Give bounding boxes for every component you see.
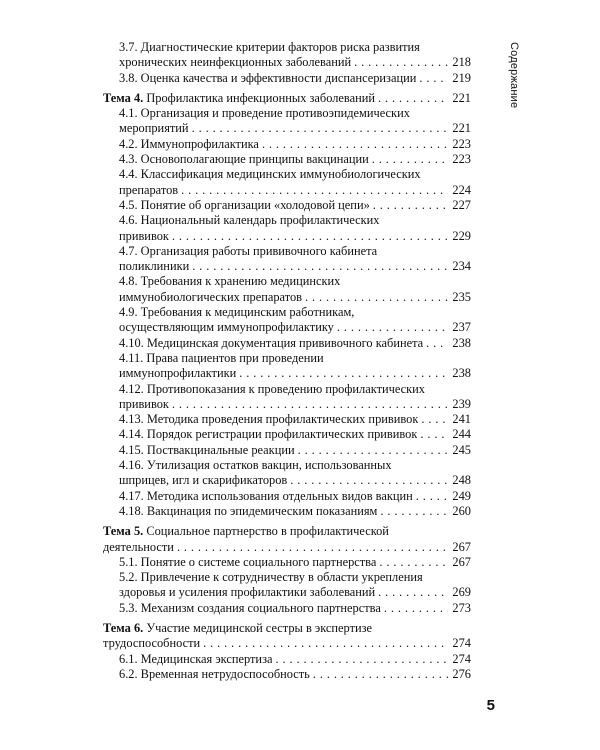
dot-leader: [313, 667, 448, 682]
toc-section-entry: [103, 489, 471, 504]
toc-entry-line: [119, 382, 471, 397]
toc-entry-text: 4.6. Национальный календарь профилактических: [119, 213, 380, 228]
toc-section-entry: [103, 167, 471, 198]
toc-page-number: 267: [452, 554, 471, 569]
toc-entry-title: прививок: [119, 396, 169, 411]
toc-entry-line: [119, 443, 471, 458]
toc-entry-text: 4.4. Классификация медицинских иммунобиологических: [119, 167, 421, 182]
toc-entry-line: [119, 489, 471, 504]
dot-leader: [262, 137, 448, 152]
dot-leader: [298, 443, 448, 458]
toc-entry-title: осуществляющим иммунопрофилактику: [119, 320, 334, 335]
toc-entry-line: [103, 91, 471, 106]
toc-section-entry: [103, 412, 471, 427]
toc-page-number: 219: [452, 70, 471, 85]
toc-entry-title: деятельности: [103, 539, 174, 554]
toc-page-number: 238: [452, 335, 471, 350]
toc-entry-title: иммунопрофилактики: [119, 366, 237, 381]
toc-entry-line: [119, 290, 471, 305]
toc-entry-title: 4.18. Вакцинация по эпидемическим показаниям: [119, 503, 378, 518]
dot-leader: [203, 636, 448, 651]
toc-entry-line: [119, 667, 471, 682]
toc-entry-line: [103, 540, 471, 555]
dot-leader: [172, 397, 448, 412]
toc-entry-title: 6.1. Медицинская экспертиза: [119, 651, 273, 666]
toc-entry-line: [119, 351, 471, 366]
toc-page-number: 245: [452, 442, 471, 457]
toc-entry-line: [119, 137, 471, 152]
toc-entry-title: 6.2. Временная нетрудоспособность: [119, 666, 310, 681]
toc-entry-text: [119, 336, 423, 351]
toc-entry-text: [119, 667, 310, 682]
toc-section-entry: [103, 427, 471, 442]
toc-entry-title: 4.17. Методика использования отдельных видов вакцин: [119, 488, 413, 503]
toc-entry-text: [119, 366, 236, 381]
toc-entry-title: мероприятий: [119, 121, 189, 136]
toc-section-entry: [103, 555, 471, 570]
toc-section-entry: [103, 198, 471, 213]
dot-leader: [290, 473, 448, 488]
toc-entry-line: [103, 524, 471, 539]
toc-section-entry: [103, 274, 471, 305]
topic-number: Тема 6.: [103, 620, 144, 635]
dot-leader: [172, 229, 448, 244]
toc-entry-title: 4.14. Порядок регистрации профилактических прививок: [119, 427, 418, 442]
dot-leader: [337, 320, 448, 335]
toc-entry-line: [103, 636, 471, 651]
toc-page-number: 269: [452, 585, 471, 600]
toc-entry-title: 4.2. Иммунопрофилактика: [119, 136, 259, 151]
toc-topic-entry: [103, 91, 471, 106]
toc-entry-text: [119, 290, 302, 305]
toc-entry-text: [119, 504, 377, 519]
toc-entry-text: [119, 585, 375, 600]
toc-entry-text: [119, 229, 169, 244]
toc-page-number: 221: [452, 121, 471, 136]
dot-leader: [378, 91, 448, 106]
topic-number: Тема 5.: [103, 524, 144, 539]
toc-page-number: 260: [452, 503, 471, 518]
toc-entry-title: 4.3. Основополагающие принципы вакцинации: [119, 152, 369, 167]
toc-entry-line: [119, 274, 471, 289]
toc-section-entry: [103, 443, 471, 458]
toc-entry-title: 4.10. Медицинская документация прививочного кабинета: [119, 335, 424, 350]
toc-entry-text: [119, 489, 413, 504]
toc-entry-line: [119, 121, 471, 136]
toc-page-number: 223: [452, 136, 471, 151]
dot-leader: [354, 55, 448, 70]
dot-leader: [239, 366, 448, 381]
toc-page-number: 274: [452, 636, 471, 651]
toc-entry-text: 3.7. Диагностические критерии факторов риска развития: [119, 40, 420, 54]
toc-entry-title: 4.5. Понятие об организации «холодовой цепи»: [119, 197, 370, 212]
toc-entry-text: 4.12. Противопоказания к проведению профилактических: [119, 381, 425, 396]
toc-entry-text: [103, 91, 375, 106]
toc-entry-text: 4.1. Организация и проведение противоэпидемических: [119, 106, 410, 121]
toc-section-entry: [103, 106, 471, 137]
toc-entry-text: [119, 183, 178, 198]
toc-entry-title: 5.1. Понятие о системе социального партнерства: [119, 554, 377, 569]
toc-entry-text: Участие медицинской сестры в экспертизе: [143, 620, 373, 635]
toc-entry-text: [119, 137, 259, 152]
dot-leader: [379, 555, 448, 570]
toc-entry-line: [119, 601, 471, 616]
toc-entry-line: [119, 229, 471, 244]
toc-entry-line: [119, 167, 471, 182]
toc-section-entry: [103, 382, 471, 413]
toc-entry-line: [119, 397, 471, 412]
toc-entry-line: [119, 305, 471, 320]
toc-section-entry: [103, 351, 471, 382]
toc-entry-text: 4.8. Требования к хранению медицинских: [119, 274, 341, 289]
dot-leader: [420, 427, 448, 442]
dot-leader: [421, 412, 448, 427]
toc-entry-title: 3.8. Оценка качества и эффективности диспансеризации: [119, 70, 417, 85]
running-header: [506, 42, 520, 142]
dot-leader: [380, 504, 448, 519]
toc-entry-text: [119, 397, 169, 412]
toc-entry-line: [119, 71, 471, 86]
toc-section-entry: [103, 667, 471, 682]
toc-entry-text: [119, 473, 287, 488]
toc-entry-line: [119, 412, 471, 427]
toc-section-entry: [103, 213, 471, 244]
toc-section-entry: [103, 152, 471, 167]
toc-entry-title: 4.13. Методика проведения профилактических прививок: [119, 412, 419, 427]
dot-leader: [181, 183, 448, 198]
toc-section-entry: [103, 305, 471, 336]
dot-leader: [378, 585, 448, 600]
toc-page-number: 244: [452, 427, 471, 442]
toc-page-number: 237: [452, 320, 471, 335]
toc-page-number: 229: [452, 228, 471, 243]
toc-section-entry: [103, 137, 471, 152]
toc-entry-line: [119, 244, 471, 259]
toc-entry-text: [119, 443, 295, 458]
toc-entry-text: [119, 320, 334, 335]
toc-entry-text: [119, 427, 417, 442]
toc-entry-text: 4.11. Права пациентов при проведении: [119, 350, 324, 365]
topic-number: Тема 4.: [103, 90, 144, 105]
toc-entry-text: [119, 412, 418, 427]
toc-entry-text: [119, 259, 189, 274]
toc-entry-line: [119, 504, 471, 519]
toc-entry-line: [103, 621, 471, 636]
dot-leader: [192, 121, 448, 136]
page-number: 5: [486, 697, 495, 714]
toc-page-number: 238: [452, 366, 471, 381]
toc-page-number: 218: [452, 55, 471, 70]
dot-leader: [373, 198, 448, 213]
toc-entry-title: трудоспособности: [103, 636, 201, 651]
toc-entry-text: 4.16. Утилизация остатков вакцин, использованных: [119, 458, 392, 473]
dot-leader: [419, 71, 448, 86]
toc-page-number: 273: [452, 600, 471, 615]
toc-entry-title: Профилактика инфекционных заболеваний: [143, 90, 375, 105]
toc-entry-title: здоровья и усиления профилактики заболеваний: [119, 585, 376, 600]
toc-entry-title: иммунобиологических препаратов: [119, 289, 303, 304]
toc-entry-line: [119, 198, 471, 213]
toc-entry-title: прививок: [119, 228, 169, 243]
dot-leader: [384, 601, 448, 616]
toc-entry-text: 4.9. Требования к медицинским работникам,: [119, 305, 355, 320]
toc-entry-text: [119, 601, 381, 616]
toc-entry-line: [119, 652, 471, 667]
toc-entry-title: препаратов: [119, 182, 179, 197]
toc-page-number: 274: [452, 651, 471, 666]
toc-page-number: 221: [452, 90, 471, 105]
toc-section-entry: [103, 458, 471, 489]
toc-page-number: 235: [452, 289, 471, 304]
toc-entry-line: [119, 555, 471, 570]
toc-entry-line: [119, 320, 471, 335]
toc-page-number: 276: [452, 666, 471, 681]
toc-section-entry: [103, 601, 471, 616]
toc-entry-line: [119, 458, 471, 473]
toc-entry-text: [119, 555, 376, 570]
toc-entry-title: поликлиники: [119, 259, 190, 274]
toc-entry-line: [119, 473, 471, 488]
toc-page-number: 249: [452, 488, 471, 503]
toc-section-entry: [103, 244, 471, 275]
toc-entry-text: [119, 198, 370, 213]
toc-entry-line: [119, 366, 471, 381]
toc-entry-text: 4.7. Организация работы прививочного кабинета: [119, 243, 378, 258]
toc-entry-text: 5.2. Привлечение к сотрудничеству в области укрепления: [119, 570, 423, 585]
toc-entry-line: [119, 336, 471, 351]
toc-entry-title: хронических неинфекционных заболеваний: [119, 55, 352, 70]
toc-section-entry: [103, 504, 471, 519]
toc-entry-line: [119, 183, 471, 198]
toc-page-number: 267: [452, 539, 471, 554]
toc-topic-entry: [103, 524, 471, 555]
dot-leader: [416, 489, 448, 504]
toc-entry-line: [119, 106, 471, 121]
toc-page-number: 239: [452, 396, 471, 411]
toc-entry-title: шприцев, игл и скарификаторов: [119, 473, 288, 488]
running-header-text: Содержание: [508, 42, 520, 109]
toc-page-number: 224: [452, 182, 471, 197]
toc-entry-title: 5.3. Механизм создания социального партнерства: [119, 600, 381, 615]
toc-entry-line: [119, 259, 471, 274]
toc-entry-line: [119, 152, 471, 167]
toc-entry-text: [119, 55, 351, 70]
toc-entry-text: [103, 636, 200, 651]
toc-topic-entry: [103, 621, 471, 652]
dot-leader: [275, 652, 448, 667]
toc-entry-line: [119, 427, 471, 442]
toc-entry-text: [119, 652, 272, 667]
toc-page-number: 234: [452, 259, 471, 274]
dot-leader: [372, 152, 448, 167]
dot-leader: [305, 290, 448, 305]
toc-section-entry: [103, 40, 471, 71]
toc-section-entry: [103, 71, 471, 86]
toc-entry-text: [103, 540, 174, 555]
dot-leader: [177, 540, 448, 555]
dot-leader: [192, 259, 448, 274]
toc-page-number: 227: [452, 197, 471, 212]
toc-entry-line: [119, 570, 471, 585]
toc-entry-text: Социальное партнерство в профилактической: [143, 524, 389, 539]
toc-section-entry: [103, 570, 471, 601]
toc-entry-line: [119, 55, 471, 70]
toc-entry-line: [119, 40, 471, 55]
toc-section-entry: [103, 652, 471, 667]
toc-entry-line: [119, 213, 471, 228]
toc-entry-line: [119, 585, 471, 600]
toc-page-number: 241: [452, 412, 471, 427]
toc-entry-title: 4.15. Поствакцинальные реакции: [119, 442, 295, 457]
table-of-contents: [103, 40, 471, 682]
dot-leader: [426, 336, 448, 351]
toc-entry-text: [119, 152, 369, 167]
toc-entry-text: [119, 71, 416, 86]
toc-page-number: 248: [452, 473, 471, 488]
toc-page-number: 223: [452, 152, 471, 167]
toc-section-entry: [103, 336, 471, 351]
toc-entry-text: [119, 121, 189, 136]
